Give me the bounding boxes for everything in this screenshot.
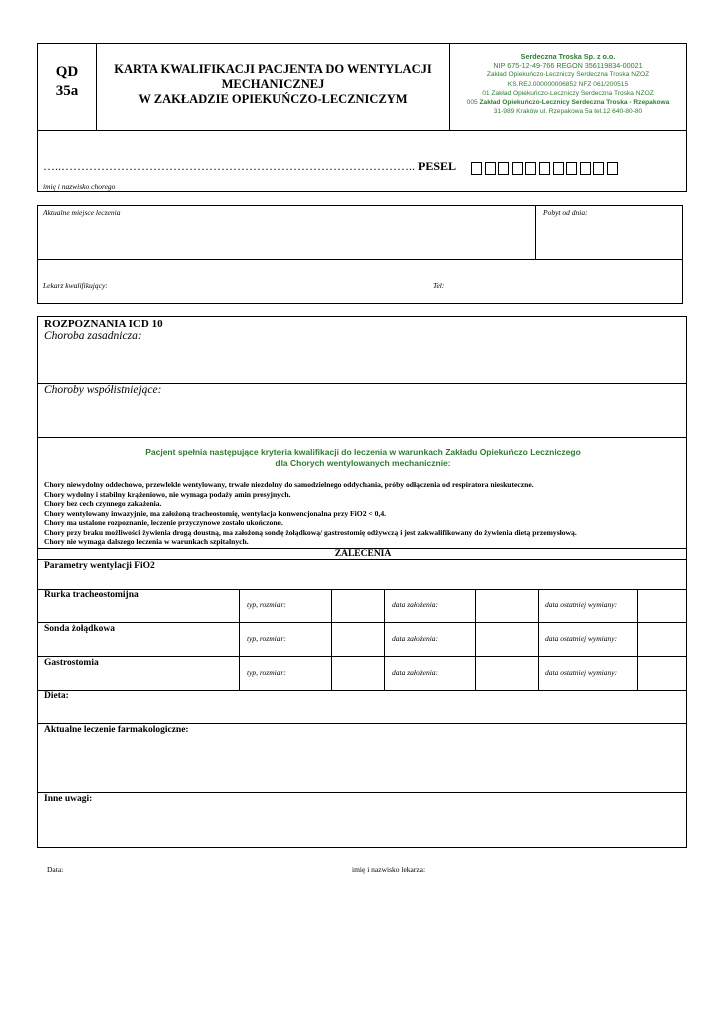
pesel-digit-box[interactable] bbox=[553, 162, 564, 175]
criteria-list bbox=[44, 480, 577, 547]
comorbidities-label: Choroby współistniejące: bbox=[44, 384, 162, 396]
device-row-label: Rurka tracheostomijna bbox=[44, 590, 139, 600]
tel-label: Tel: bbox=[433, 281, 445, 290]
place-box bbox=[37, 205, 683, 304]
criteria-heading-line2: dla Chorych wentylowanych mechanicznie: bbox=[275, 458, 451, 468]
form-code-line2: 35a bbox=[55, 83, 79, 99]
form-title bbox=[97, 62, 449, 107]
main-box bbox=[37, 316, 687, 848]
footer-date-label: Data: bbox=[47, 865, 64, 874]
device-row-label: Sonda żołądkowa bbox=[44, 624, 116, 634]
criteria-item: Chory wentylowany inwazyjnie, ma założoną tracheostomię, wentylacja konwencjonalna przy FiO2 < 0,4. bbox=[44, 508, 387, 518]
pesel-boxes[interactable] bbox=[471, 159, 621, 177]
pesel-digit-box[interactable] bbox=[525, 162, 536, 175]
criteria-item: Chory nie wymaga dalszego leczenia w warunkach szpitalnych. bbox=[44, 537, 249, 546]
pesel-digit-box[interactable] bbox=[607, 162, 618, 175]
stamp-registry: KS.REJ.000000006852 NFZ 061/200515 bbox=[507, 80, 629, 88]
stamp-unit-005-name: Zakład Opiekuńczo-Lecznicy Serdeczna Troska - Rzepakowa bbox=[479, 99, 670, 107]
pharmacological-treatment-label: Aktualne leczenie farmakologiczne: bbox=[44, 725, 189, 735]
form-code-line1: QD bbox=[55, 64, 79, 80]
device-type-label: typ, rozmiar: bbox=[247, 634, 286, 643]
pesel-label: PESEL bbox=[418, 159, 457, 173]
qualifying-doctor-label: Lekarz kwalifikujący: bbox=[43, 281, 108, 290]
pesel-digit-box[interactable] bbox=[498, 162, 509, 175]
stamp-facility: Zakład Opiekuńczo-Leczniczy Serdeczna Troska NZOZ bbox=[486, 71, 650, 79]
pesel-digit-box[interactable] bbox=[485, 162, 496, 175]
stamp-address: 31-989 Kraków ul. Rzepakowa 5a tel.12 640-80-80 bbox=[493, 108, 643, 116]
header-box bbox=[37, 43, 687, 131]
stamp-unit-01: 01 Zakład Opiekuńczo-Leczniczy Serdeczna Troska NZOZ bbox=[482, 89, 654, 97]
institution-stamp bbox=[450, 52, 686, 116]
stay-since-label: Pobyt od dnia: bbox=[543, 208, 588, 217]
diagnosis-title: ROZPOZNANIA ICD 10 bbox=[44, 318, 163, 330]
form-title-line3: W ZAKŁADZIE OPIEKUŃCZO-LECZNICZYM bbox=[138, 92, 408, 106]
criteria-heading-line1: Pacjent spełnia następujące kryteria kwalifikacji do leczenia w warunkach Zakładu Opiekuńczo Leczniczego bbox=[145, 447, 581, 457]
patient-name-line[interactable] bbox=[43, 159, 456, 174]
stamp-unit-005 bbox=[450, 98, 686, 107]
stamp-company: Serdeczna Troska Sp. z o.o. bbox=[520, 52, 616, 61]
pesel-digit-box[interactable] bbox=[539, 162, 550, 175]
pesel-digit-box[interactable] bbox=[593, 162, 604, 175]
pesel-digit-box[interactable] bbox=[471, 162, 482, 175]
device-insertion-date-label: data założenia: bbox=[392, 600, 439, 609]
pesel-digit-box[interactable] bbox=[566, 162, 577, 175]
footer-doctor-name-label: imię i nazwisko lekarza: bbox=[352, 865, 426, 874]
device-last-change-label: data ostatniej wymiany: bbox=[545, 668, 618, 677]
ventilation-params-label: Parametry wentylacji FiO2 bbox=[44, 561, 155, 571]
criteria-item: Chory przy braku możliwości żywienia drogą doustną, ma założoną sondę żołądkową/ gastrostomię odżywczą i jest zakwalifikowany do żywienia dietą przemysłową. bbox=[44, 527, 577, 537]
current-place-label: Aktualne miejsce leczenia bbox=[43, 208, 121, 217]
device-last-change-label: data ostatniej wymiany: bbox=[545, 600, 618, 609]
device-row-label: Gastrostomia bbox=[44, 658, 99, 668]
form-title-line1: KARTA KWALIFIKACJI PACJENTA DO WENTYLACJI bbox=[114, 62, 432, 76]
criteria-heading bbox=[38, 447, 688, 469]
criteria-item: Chory niewydolny oddechowo, przewlekle wentylowany, trwale niezdolny do samodzielnego oddychania, próby odłączenia od respiratora nieskuteczne. bbox=[44, 480, 534, 489]
recommendations-title: ZALECENIA bbox=[334, 549, 392, 559]
device-type-label: typ, rozmiar: bbox=[247, 668, 286, 677]
device-insertion-date-label: data założenia: bbox=[392, 668, 439, 677]
criteria-item: Chory bez cech czynnego zakażenia. bbox=[44, 499, 162, 508]
patient-name-caption: imię i nazwisko chorego bbox=[43, 182, 116, 191]
stamp-unit-005-code: 005 bbox=[466, 99, 480, 107]
patient-name-dots: …..…………………………………………………………………………….. bbox=[43, 159, 415, 173]
form-title-line2: MECHANICZNEJ bbox=[221, 77, 325, 91]
device-type-label: typ, rozmiar: bbox=[247, 600, 286, 609]
primary-disease-label: Choroba zasadnicza: bbox=[44, 330, 142, 342]
other-notes-label: Inne uwagi: bbox=[44, 794, 93, 804]
form-code bbox=[38, 63, 96, 101]
criteria-item: Chory ma ustalone rozpoznanie, leczenie przyczynowe zostało ukończone. bbox=[44, 518, 283, 527]
criteria-item: Chory wydolny i stabilny krążeniowo, nie wymaga podaży amin presyjnych. bbox=[44, 489, 291, 499]
patient-box bbox=[37, 130, 687, 192]
pesel-digit-box[interactable] bbox=[512, 162, 523, 175]
pesel-digit-box[interactable] bbox=[580, 162, 591, 175]
stamp-nip-regon: NIP 675-12-49-766 REGON 356119834-00021 bbox=[493, 61, 643, 71]
device-last-change-label: data ostatniej wymiany: bbox=[545, 634, 618, 643]
diet-label: Dieta: bbox=[44, 691, 69, 701]
device-insertion-date-label: data założenia: bbox=[392, 634, 439, 643]
